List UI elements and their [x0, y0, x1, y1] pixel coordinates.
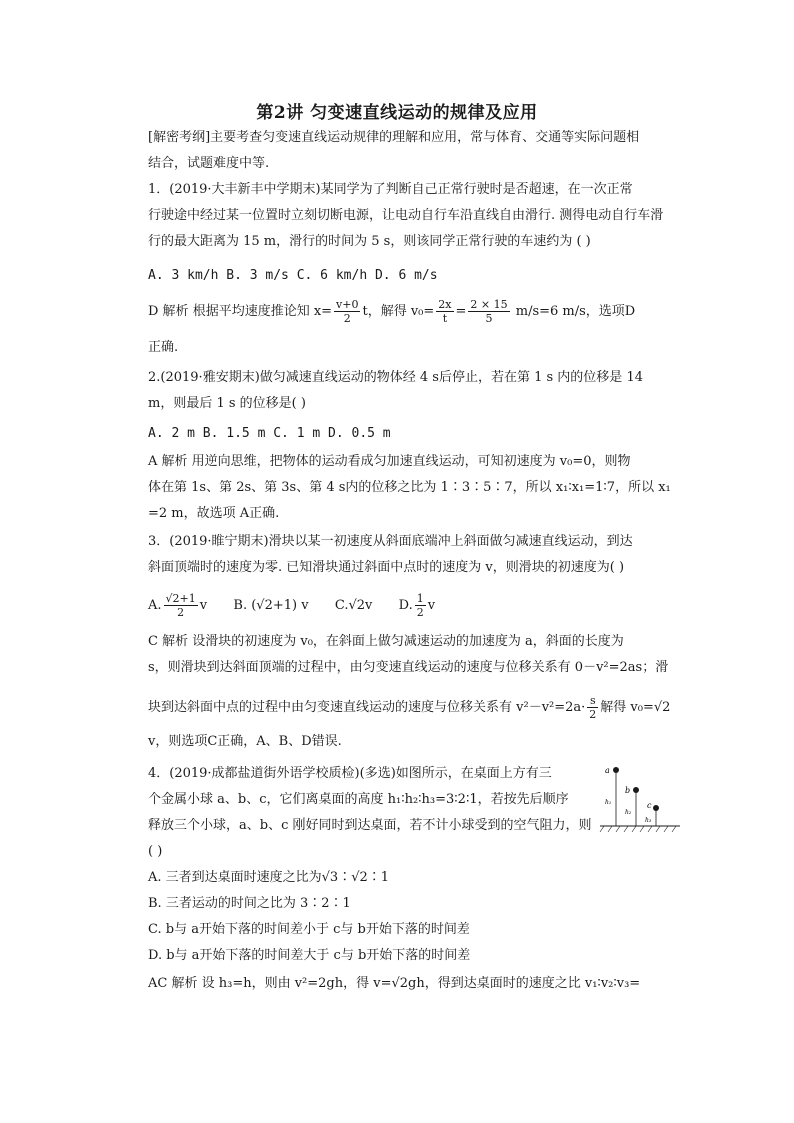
q3-answer-line-3: [148, 694, 670, 721]
q1-answer-text-d: m/s=6 m/s，选项D: [511, 304, 636, 319]
q1-line-1: 1．(2019·大丰新丰中学期末)某同学为了判断自己正常行驶时是否超速，在一次正常: [148, 182, 633, 197]
q1-fraction-3: [468, 298, 509, 325]
ball-a: [613, 767, 619, 773]
label-h3: h₃: [645, 817, 652, 824]
q3-option-d-den: 2: [416, 606, 424, 619]
label-c: c: [647, 801, 652, 810]
q3-answer-line-3-pre: 块到达斜面中点的过程中由匀变速直线运动的速度与位移关系有 v²－v²=2a·: [148, 700, 586, 715]
q1-fraction-2: [436, 298, 453, 325]
ball-b: [633, 787, 639, 793]
q3-option-d-suffix: v: [427, 598, 436, 613]
q1-answer-text-b: t，解得 v₀=: [362, 304, 435, 319]
label-h2: h₂: [625, 809, 632, 816]
q1-line-2: 行驶途中经过某一位置时立刻切断电源，让电动自行车沿直线自由滑行. 测得电动自行车滑: [148, 208, 664, 223]
q3-options: [148, 592, 435, 619]
q4-option-c: C. b与 a开始下落的时间差小于 c与 b开始下落的时间差: [148, 922, 470, 937]
three-balls-figure: [596, 762, 682, 834]
q3-option-a-num: √2+1: [165, 592, 196, 605]
q3-line-1: 3．(2019·睢宁期末)滑块以某一初速度从斜面底端冲上斜面做匀减速直线运动，到达: [148, 534, 633, 549]
q3-option-d-num: 1: [416, 592, 424, 605]
q2-line-2: m，则最后 1 s 的位移是( ): [148, 396, 306, 411]
q1-fraction-2-den: t: [442, 312, 448, 325]
q3-option-d-prefix: D.: [398, 598, 413, 613]
q4-answer-line-1: AC 解析 设 h₃=h，则由 v²=2gh，得 v=√2gh，得到达桌面时的速度之比 v₁∶v₂∶v₃=: [148, 976, 641, 991]
q1-answer-text-c: =: [455, 304, 467, 319]
page-title: 第2讲 匀变速直线运动的规律及应用: [256, 103, 538, 123]
q3-answer-line-1: C 解析 设滑块的初速度为 v₀，在斜面上做匀减速运动的加速度为 a，斜面的长度为: [148, 634, 624, 649]
q4-line-2: 个金属小球 a、b、c，它们离桌面的高度 h₁∶h₂∶h₃=3∶2∶1，若按先后顺序: [148, 792, 569, 807]
q3-option-a-prefix: A.: [148, 598, 162, 613]
q3-option-a-den: 2: [177, 606, 185, 619]
q3-answer-line-4: v，则选项C正确，A、B、D错误.: [148, 734, 342, 749]
q1-line-3: 行的最大距离为 15 m，滑行的时间为 5 s，则该同学正常行驶的车速约为 ( ): [148, 234, 591, 249]
q1-answer-line-2: 正确.: [148, 340, 179, 355]
q1-fraction-3-den: 5: [485, 312, 493, 325]
q1-answer-text-a: D 解析 根据平均速度推论知 x=: [148, 304, 333, 319]
q3-option-d-fraction: [415, 592, 426, 619]
q4-line-4: ( ): [148, 844, 163, 859]
q4-option-d: D. b与 a开始下落的时间差大于 c与 b开始下落的时间差: [148, 948, 471, 963]
q2-line-1: 2.(2019·雅安期末)做匀减速直线运动的物体经 4 s后停止，若在第 1 s 内的位移是 14: [148, 370, 643, 385]
q3-answer-fraction-num: s: [587, 694, 598, 708]
label-a: a: [605, 766, 610, 775]
q3-answer-line-3-post: 解得 v₀=√2: [600, 700, 671, 715]
q2-answer-line-3: =2 m，故选项 A正确.: [148, 506, 280, 521]
q3-option-b: B. (√2+1) v: [233, 598, 309, 613]
q2-answer-line-1: A 解析 用逆向思维，把物体的运动看成匀加速直线运动，可知初速度为 v₀=0，则物: [148, 454, 631, 469]
intro-line-2: 结合，试题难度中等.: [148, 156, 270, 171]
q1-fraction-3-num: 2 × 15: [470, 298, 508, 311]
q1-fraction-2-num: 2x: [438, 298, 452, 311]
q3-option-a-fraction: [164, 592, 198, 619]
label-b: b: [625, 786, 631, 795]
intro-line-1: [解密考纲]主要考查匀变速直线运动规律的理解和应用，常与体育、交通等实际问题相: [148, 130, 640, 145]
q3-answer-fraction-den: 2: [589, 708, 597, 721]
q4-option-b: B. 三者运动的时间之比为 3∶2∶1: [148, 896, 351, 911]
q4-line-3: 释放三个小球，a、b、c 刚好同时到达桌面，若不计小球受到的空气阻力，则: [148, 818, 592, 833]
q3-answer-line-2: s，则滑块到达斜面顶端的过程中，由匀变速直线运动的速度与位移关系有 0－v²=2as；滑: [148, 660, 669, 675]
label-h1: h₁: [605, 799, 612, 806]
q2-options: A. 2 m B. 1.5 m C. 1 m D. 0.5 m: [148, 426, 391, 441]
q3-line-2: 斜面顶端时的速度为零. 已知滑块通过斜面中点时的速度为 v，则滑块的初速度为( ): [148, 560, 625, 575]
q3-answer-fraction: [587, 694, 598, 721]
q1-fraction-1: [334, 298, 360, 325]
q3-option-c: C.√2v: [334, 598, 373, 613]
q4-option-a: A. 三者到达桌面时速度之比为√3∶√2∶1: [148, 870, 390, 885]
q1-options: A. 3 km/h B. 3 m/s C. 6 km/h D. 6 m/s: [148, 268, 438, 283]
q1-fraction-1-num: v+0: [336, 298, 359, 311]
q2-answer-line-2: 体在第 1s、第 2s、第 3s、第 4 s内的位移之比为 1∶3∶5∶7，所以 x₁∶x₁=1∶7，所以 x₁: [148, 480, 671, 495]
ball-c: [653, 805, 659, 811]
table-hatching: [600, 826, 676, 832]
q1-fraction-1-den: 2: [343, 312, 351, 325]
q1-answer-line-1: [148, 298, 635, 325]
q4-line-1: 4．(2019·成都盐道街外语学校质检)(多选)如图所示，在桌面上方有三: [148, 766, 552, 781]
q3-option-a-suffix: v: [199, 598, 208, 613]
